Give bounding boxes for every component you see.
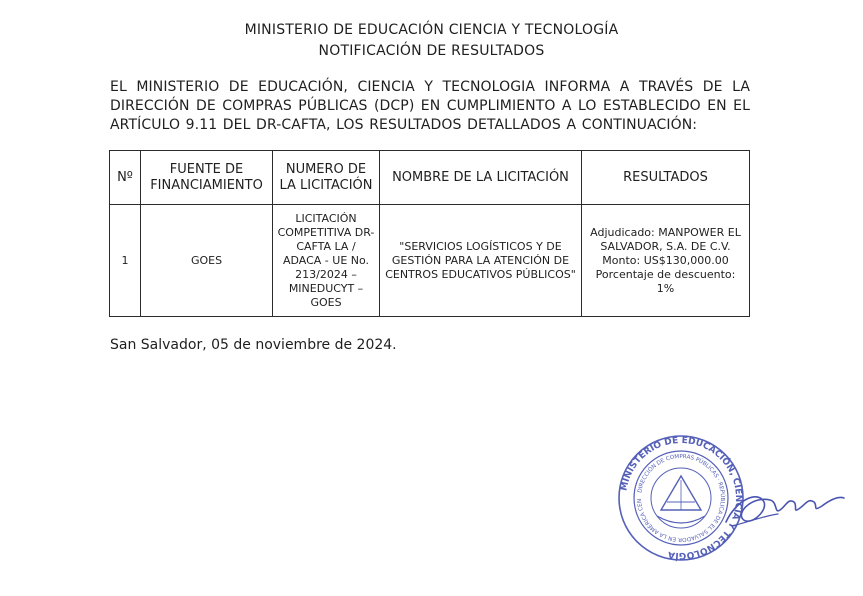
- cell-tender-name: "SERVICIOS LOGÍSTICOS Y DE GESTIÓN PARA LA ATENCIÓN DE CENTROS EDUCATIVOS PÚBLICOS": [380, 205, 582, 317]
- results-table: [109, 150, 750, 317]
- notification-title: NOTIFICACIÓN DE RESULTADOS: [318, 43, 545, 59]
- cell-results: Adjudicado: MANPOWER EL SALVADOR, S.A. DE C.V. Monto: US$130,000.00 Porcentaje de descuento: 1%: [582, 205, 750, 317]
- header-tender-name: NOMBRE DE LA LICITACIÓN: [380, 151, 582, 205]
- header-results: RESULTADOS: [582, 151, 750, 205]
- header-funding-source: FUENTE DE FINANCIAMIENTO: [141, 151, 273, 205]
- place-date: San Salvador, 05 de noviembre de 2024.: [110, 337, 397, 353]
- header-number: Nº: [110, 151, 141, 205]
- seal-inner-text: DIRECCIÓN DE COMPRAS PÚBLICAS · REPÚBLICA DE EL SALVADOR EN LA AMÉRICA CEN: [636, 453, 726, 543]
- seal-outer-text: MINISTERIO DE EDUCACIÓN, CIENCIA Y TECNOLOGÍA: [619, 435, 744, 561]
- signature-icon: [718, 470, 848, 540]
- cell-funding-source: GOES: [141, 205, 273, 317]
- cell-tender-number: LICITACIÓN COMPETITIVA DR-CAFTA LA / ADACA - UE No. 213/2024 – MINEDUCYT – GOES: [273, 205, 380, 317]
- cell-number: 1: [110, 205, 141, 317]
- table-row: [110, 205, 750, 317]
- ministry-title: MINISTERIO DE EDUCACIÓN CIENCIA Y TECNOLOGÍA: [244, 22, 619, 38]
- intro-paragraph: EL MINISTERIO DE EDUCACIÓN, CIENCIA Y TECNOLOGIA INFORMA A TRAVÉS DE LA DIRECCIÓN DE COMPRAS PÚBLICAS (DCP) EN CUMPLIMIENTO A LO ESTABLECIDO EN EL ARTÍCULO 9.11 DEL DR-CAFTA, LOS RESULTADOS DETALLADOS A CONTINUACIÓN:: [110, 79, 750, 133]
- header-tender-number: NUMERO DE LA LICITACIÓN: [273, 151, 380, 205]
- table-header-row: [110, 151, 750, 205]
